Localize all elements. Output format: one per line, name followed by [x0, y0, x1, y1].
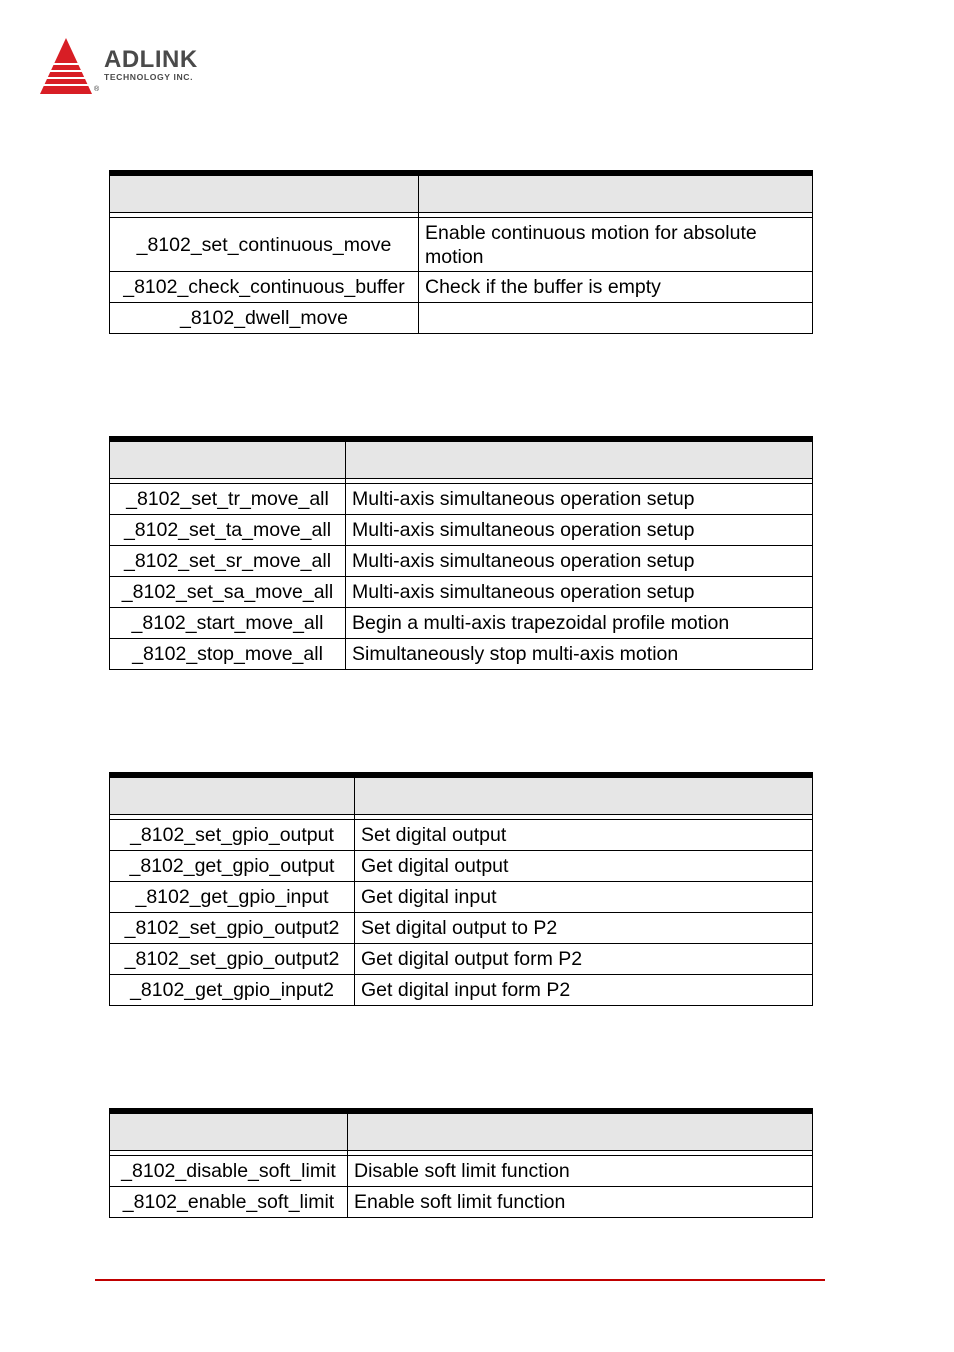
function-name: _8102_dwell_move [110, 303, 419, 334]
registered-mark: ® [94, 86, 100, 93]
function-name: _8102_set_sa_move_all [110, 577, 346, 608]
function-description: Disable soft limit function [348, 1156, 813, 1187]
function-description: Enable continuous motion for absolute motion [419, 218, 813, 272]
function-description: Get digital output form P2 [355, 944, 813, 975]
function-name: _8102_set_gpio_output2 [110, 913, 355, 944]
function-description: Get digital output [355, 851, 813, 882]
adlink-triangle-icon [38, 36, 102, 98]
table-header-row [110, 775, 813, 815]
table-row [110, 851, 813, 882]
function-description: Multi-axis simultaneous operation setup [346, 515, 813, 546]
function-name: _8102_get_gpio_input [110, 882, 355, 913]
header-cell [110, 173, 419, 213]
function-description: Multi-axis simultaneous operation setup [346, 546, 813, 577]
table-row [110, 608, 813, 639]
table-row [110, 913, 813, 944]
function-table-gpio [109, 772, 813, 1006]
table-header-row [110, 1111, 813, 1151]
function-table-continuous [109, 170, 813, 334]
function-description: Get digital input [355, 882, 813, 913]
table-row [110, 515, 813, 546]
adlink-logo [38, 36, 238, 100]
function-name: _8102_get_gpio_input2 [110, 975, 355, 1006]
function-name: _8102_disable_soft_limit [110, 1156, 348, 1187]
function-description: Enable soft limit function [348, 1187, 813, 1218]
brand-name: ADLINK [104, 46, 198, 73]
function-name: _8102_set_tr_move_all [110, 484, 346, 515]
table-row [110, 577, 813, 608]
function-table-soft-limit [109, 1108, 813, 1218]
function-description: Multi-axis simultaneous operation setup [346, 484, 813, 515]
function-name: _8102_enable_soft_limit [110, 1187, 348, 1218]
function-name: _8102_set_gpio_output [110, 820, 355, 851]
function-name: _8102_get_gpio_output [110, 851, 355, 882]
footer-rule [95, 1279, 825, 1281]
header-cell [346, 439, 813, 479]
header-cell [110, 775, 355, 815]
table-row [110, 882, 813, 913]
table-row [110, 272, 813, 303]
function-description: Begin a multi-axis trapezoidal profile motion [346, 608, 813, 639]
function-description: Check if the buffer is empty [419, 272, 813, 303]
function-name: _8102_set_sr_move_all [110, 546, 346, 577]
function-name: _8102_stop_move_all [110, 639, 346, 670]
table-row [110, 1156, 813, 1187]
table-row [110, 484, 813, 515]
table-header-row [110, 173, 813, 213]
table-header-row [110, 439, 813, 479]
table-row [110, 639, 813, 670]
function-description: Multi-axis simultaneous operation setup [346, 577, 813, 608]
function-name: _8102_check_continuous_buffer [110, 272, 419, 303]
function-description: Get digital input form P2 [355, 975, 813, 1006]
function-name: _8102_set_gpio_output2 [110, 944, 355, 975]
table-row [110, 820, 813, 851]
function-table-multi-axis [109, 436, 813, 670]
function-description: Set digital output [355, 820, 813, 851]
header-cell [355, 775, 813, 815]
function-description [419, 303, 813, 334]
table-row [110, 1187, 813, 1218]
table-row [110, 944, 813, 975]
function-name: _8102_start_move_all [110, 608, 346, 639]
table-row [110, 546, 813, 577]
brand-subtitle: TECHNOLOGY INC. [104, 72, 194, 82]
function-name: _8102_set_ta_move_all [110, 515, 346, 546]
table-row [110, 303, 813, 334]
header-cell [419, 173, 813, 213]
function-name: _8102_set_continuous_move [110, 218, 419, 272]
header-cell [110, 1111, 348, 1151]
header-cell [348, 1111, 813, 1151]
table-row [110, 975, 813, 1006]
function-description: Set digital output to P2 [355, 913, 813, 944]
function-description: Simultaneously stop multi-axis motion [346, 639, 813, 670]
table-row [110, 218, 813, 272]
header-cell [110, 439, 346, 479]
